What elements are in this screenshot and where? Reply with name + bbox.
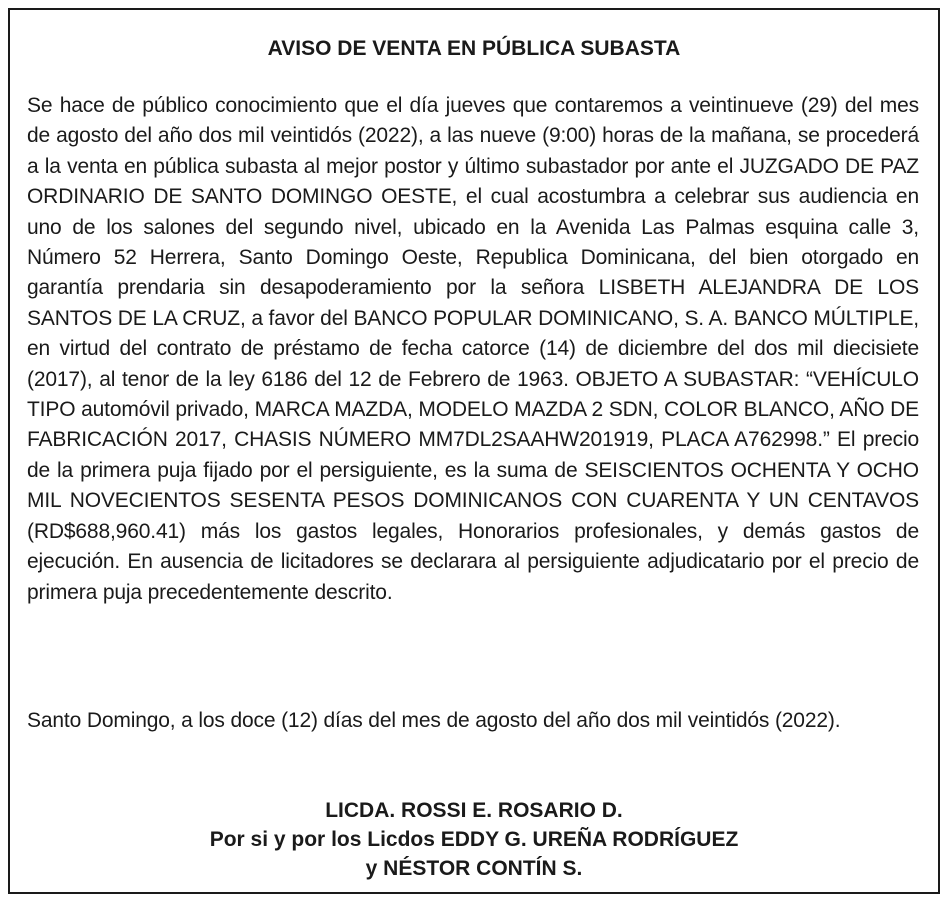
signature-on-behalf: Por si y por los Licdos EDDY G. UREÑA RODRÍGUEZ xyxy=(209,828,739,851)
legal-notice xyxy=(8,8,940,894)
notice-date-line: Santo Domingo, a los doce (12) días del mes de agosto del año dos mil veintidós (2022). xyxy=(27,709,841,732)
signature-name: LICDA. ROSSI E. ROSARIO D. xyxy=(325,799,623,822)
notice-body: Se hace de público conocimiento que el día jueves que contaremos a veintinueve (29) del mes de agosto del año dos mil veintidós (2022), a las nueve (9:00) horas de la mañana, se procederá a la venta en pública subasta al mejor postor y último subastador por ante el JUZGADO DE PAZ ORDINARIO DE SANTO DOMINGO OESTE, el cual acostumbra a celebrar sus audiencia en uno de los salones del segundo nivel, ubicado en la Avenida Las Palmas esquina calle 3, Número 52 Herrera, Santo Domingo Oeste, Republica Dominicana, del bien otorgado en garantía prendaria sin desapoderamiento por la señora LISBETH ALEJANDRA DE LOS SANTOS DE LA CRUZ, a favor del BANCO POPULAR DOMINICANO, S. A. BANCO MÚLTIPLE, en virtud del contrato de préstamo de fecha catorce (14) de diciembre del dos mil diecisiete (2017), al tenor de la ley 6186 del 12 de Febrero de 1963. OBJETO A SUBASTAR: “VEHÍCULO TIPO automóvil privado, MARCA MAZDA, MODELO MAZDA 2 SDN, COLOR BLANCO, AÑO DE FABRICACIÓN 2017, CHASIS NÚMERO MM7DL2SAAHW201919, PLACA A762998.” El precio de la primera puja fijado por el persiguiente, es la suma de SEISCIENTOS OCHENTA Y OCHO MIL NOVECIENTOS SESENTA PESOS DOMINICANOS CON CUARENTA Y UN CENTAVOS (RD$688,960.41) más los gastos legales, Honorarios profesionales, y demás gastos de ejecución. En ausencia de licitadores se declarara al persiguiente adjudicatario por el precio de primera puja precedentemente descrito. xyxy=(27,94,919,604)
signature-co-signer: y NÉSTOR CONTÍN S. xyxy=(365,857,583,880)
signature-block xyxy=(10,796,938,883)
notice-title: AVISO DE VENTA EN PÚBLICA SUBASTA xyxy=(267,37,681,60)
